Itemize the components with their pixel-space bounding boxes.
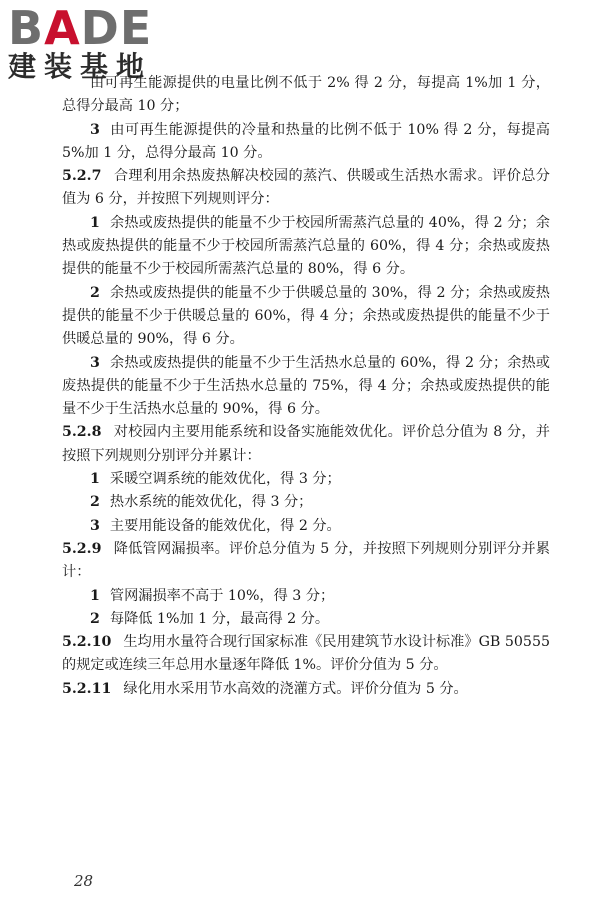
clause-paragraph (62, 631, 550, 678)
paragraph-text: 主要用能设备的能效优化，得 2 分。 (109, 517, 341, 534)
watermark-brand-accent: A (44, 1, 81, 55)
watermark-logo (8, 1, 178, 83)
item-number: 1 (90, 471, 100, 488)
list-item (62, 212, 550, 282)
list-item (62, 491, 550, 514)
list-item (62, 352, 550, 422)
page-number: 28 (74, 872, 94, 890)
clause-number: 5.2.10 (62, 634, 112, 651)
paragraph-text: 余热或废热提供的能量不少于供暖总量的 30%，得 2 分；余热或废热提供的能量不少于供暖总量的 60%，得 4 分；余热或废热提供的能量不少于供暖总量的 90%，得 6 分。 (62, 284, 550, 348)
watermark-brand (8, 1, 178, 55)
clause-number: 5.2.11 (62, 680, 112, 697)
watermark-brand-suffix: DE (80, 1, 153, 55)
item-number: 3 (90, 354, 100, 371)
list-item (62, 608, 550, 631)
item-number: 2 (90, 284, 100, 301)
item-number: 1 (90, 587, 100, 604)
list-item (62, 72, 550, 119)
paragraph-text: 生均用水量符合现行国家标准《民用建筑节水设计标准》GB 50555 的规定或连续三年总用水量逐年降低 1%。评价分值为 5 分。 (62, 634, 550, 674)
list-item (62, 585, 550, 608)
clause-paragraph (62, 421, 550, 468)
paragraph-text: 管网漏损率不高于 10%，得 3 分； (109, 587, 335, 604)
watermark-brand-prefix: B (8, 1, 45, 55)
item-number: 1 (90, 214, 100, 231)
paragraph-text: 对校园内主要用能系统和设备实施能效优化。评价总分值为 8 分，并按照下列规则分别评分并累计： (62, 424, 550, 464)
item-number: 2 (90, 494, 100, 511)
paragraph-text: 余热或废热提供的能量不少于生活热水总量的 60%，得 2 分；余热或废热提供的能量不少于生活热水总量的 75%，得 4 分；余热或废热提供的能量不少于生活热水总量的 90%，得 6 分。 (62, 354, 550, 418)
paragraph-text: 余热或废热提供的能量不少于校园所需蒸汽总量的 40%，得 2 分；余热或废热提供的能量不少于校园所需蒸汽总量的 60%，得 4 分；余热或废热提供的能量不少于校园所需蒸汽总量的 80%，得 6 分。 (62, 214, 550, 278)
list-item (62, 515, 550, 538)
document-body (62, 72, 550, 701)
paragraph-text: 降低管网漏损率。评价总分值为 5 分，并按照下列规则分别评分并累计： (62, 540, 550, 581)
paragraph-text: 采暖空调系统的能效优化，得 3 分； (109, 471, 341, 488)
item-number: 2 (90, 610, 100, 627)
clause-paragraph (62, 165, 550, 212)
paragraph-text: 绿化用水采用节水高效的浇灌方式。评价分值为 5 分。 (123, 680, 468, 697)
list-item (62, 468, 550, 491)
clause-paragraph (62, 678, 550, 701)
paragraph-text: 由可再生能源提供的电量比例不低于 2% 得 2 分，每提高 1%加 1 分，总得分最高 10 分； (62, 75, 550, 115)
paragraph-text: 合理利用余热废热解决校园的蒸汽、供暖或生活热水需求。评价总分值为 6 分，并按照下列规则评分： (62, 168, 550, 208)
list-item (62, 282, 550, 352)
clause-number: 5.2.8 (62, 424, 102, 441)
item-number: 3 (90, 517, 100, 534)
item-number: 3 (90, 121, 100, 138)
paragraph-text: 由可再生能源提供的冷量和热量的比例不低于 10% 得 2 分，每提高 5%加 1 分，总得分最高 10 分。 (62, 121, 550, 161)
clause-paragraph (62, 538, 550, 585)
list-item (62, 119, 550, 166)
clause-number: 5.2.7 (62, 168, 102, 185)
clause-number: 5.2.9 (62, 540, 102, 557)
watermark-subtitle: 建装基地 (8, 50, 153, 83)
paragraph-text: 热水系统的能效优化，得 3 分； (109, 494, 313, 511)
paragraph-text: 每降低 1%加 1 分，最高得 2 分。 (109, 610, 330, 627)
